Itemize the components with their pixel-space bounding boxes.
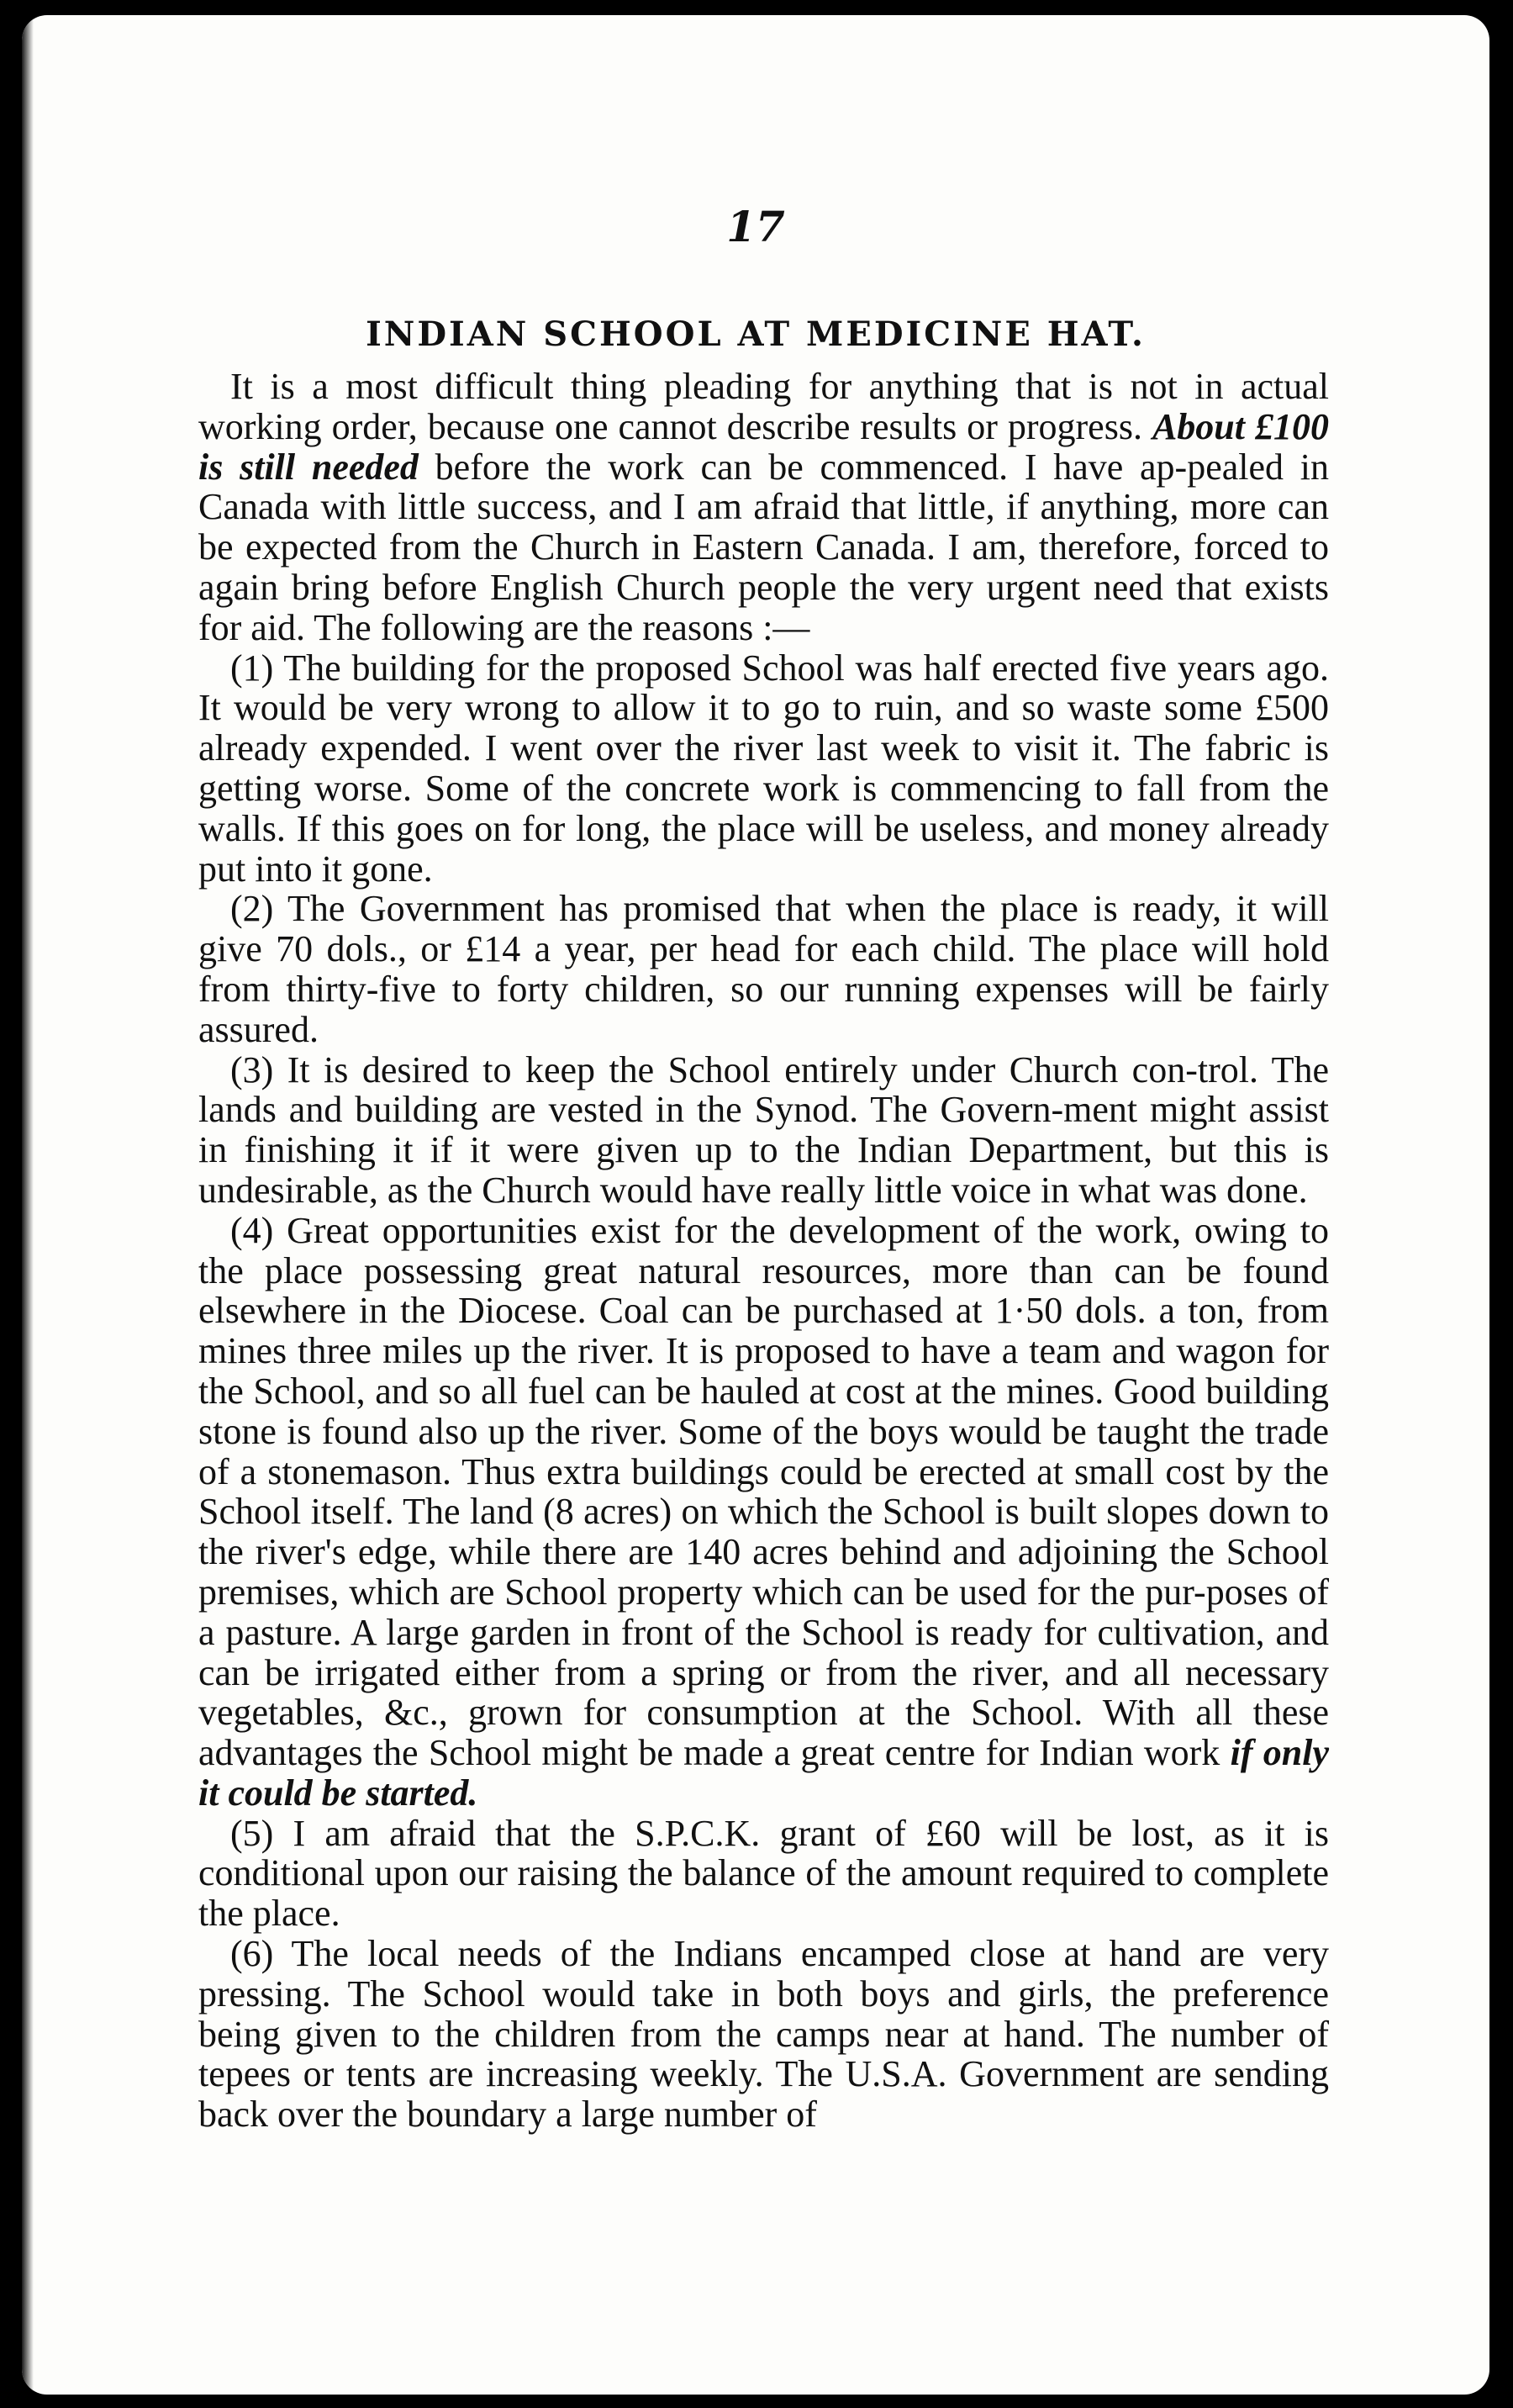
emphasis-text: if only it could be started. — [198, 1732, 1329, 1814]
paragraph-reason-2: (2) The Government has promised that when the place is ready, it will give 70 dols., or £14 a year, per head for each child. The place will hold from thirty-five to forty children, so our running expenses will be fairly assured. — [198, 888, 1329, 1050]
paragraph-reason-1: (1) The building for the proposed School was half erected five years ago. It would be very wrong to allow it to go to ruin, and so waste some £500 already expended. I went over the river last week to visit it. The fabric is getting worse. Some of the concrete work is commencing to fall from the walls. If this goes on for long, the place will be useless, and money already put into it gone. — [198, 647, 1329, 890]
page-binding-shadow — [22, 15, 34, 2395]
article-body — [198, 367, 1329, 2135]
paragraph-reason-3: (3) It is desired to keep the School entirely under Church con-trol. The lands and building are vested in the Synod. The Govern-ment might assist in finishing it if it were given up to the Indian Department, but this is undesirable, as the Church would have really little voice in what was done. — [198, 1048, 1329, 1211]
paragraph-reason-4: (4) Great opportunities exist for the development of the work, owing to the place possessing great natural resources, more than can be found elsewhere in the Diocese. Coal can be purchased at 1·50 dols. a ton, from mines three miles up the river. It is proposed to have a team and wagon for the School, and so all fuel can be hauled at cost at the mines. Good building stone is found also up the river. Some of the boys would be taught the trade of a stonemason. Thus extra buildings could be erected at small cost by the School itself. The land (8 acres) on which the School is built slopes down to the river's edge, while there are 140 acres behind and adjoining the School premises, which are School property which can be used for the pur-poses of a pasture. A large garden in front of the School is ready for cultivation, and can be irrigated either from a spring or from the river, and all necessary vegetables, &c., grown for consumption at the School. With all these advantages the School might be made a great centre for Indian work if only it could be started. — [198, 1209, 1329, 1814]
paragraph-reason-6: (6) The local needs of the Indians encamped close at hand are very pressing. The School would take in both boys and girls, the preference being given to the children from the camps near at hand. The number of tepees or tents are increasing weekly. The U.S.A. Government are sending back over the boundary a large number of — [198, 1933, 1329, 2136]
page-sheet — [22, 15, 1489, 2395]
paragraph-intro: It is a most difficult thing pleading for anything that is not in actual working order, because one cannot describe results or progress. About £100 is still needed before the work can be commenced. I have ap-pealed in Canada with little success, and I am afraid that little, if anything, more can be expected from the Church in Eastern Canada. I am, therefore, forced to again bring before English Church people the very urgent need that exists for aid. The following are the reasons :— — [198, 366, 1329, 648]
page-title: INDIAN SCHOOL AT MEDICINE HAT. — [366, 314, 1146, 354]
page-number: 17 — [726, 202, 785, 251]
paragraph-reason-5: (5) I am afraid that the S.P.C.K. grant of £60 will be lost, as it is conditional upon our raising the balance of the amount required to complete the place. — [198, 1812, 1329, 1935]
emphasis-text: About £100 is still needed — [198, 405, 1329, 488]
